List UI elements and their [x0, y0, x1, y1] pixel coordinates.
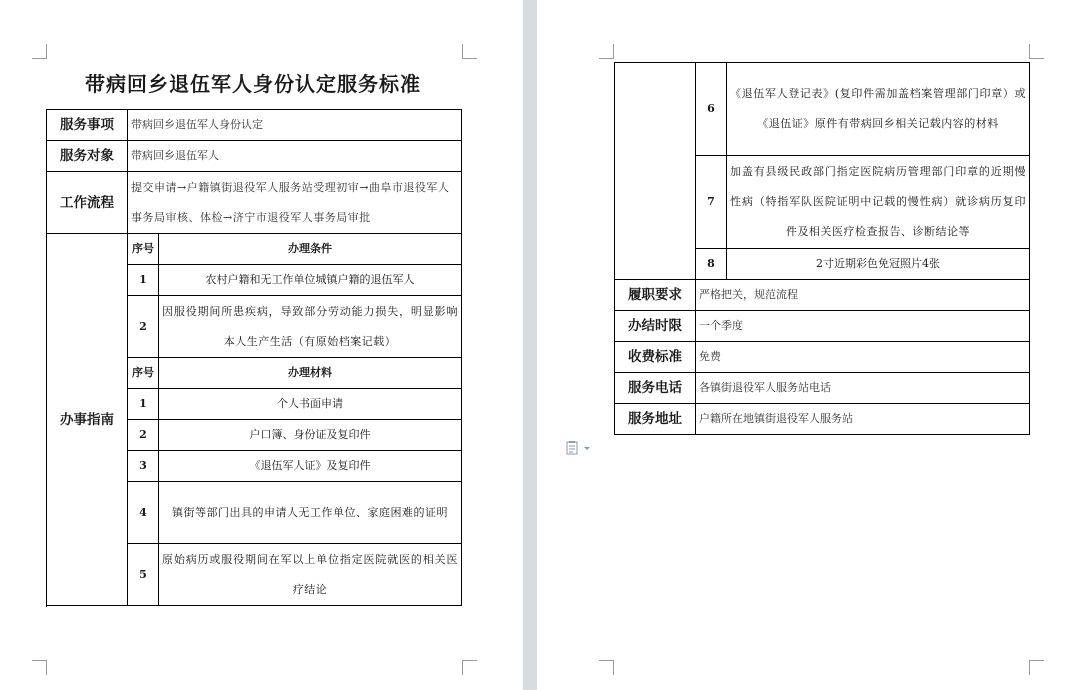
row-label: 服务地址 [615, 404, 696, 435]
paste-options-button[interactable] [566, 440, 596, 454]
table-row [615, 373, 1030, 404]
header-cell: 办理条件 [159, 234, 462, 265]
table-row [47, 110, 462, 141]
row-label: 服务对象 [47, 141, 128, 172]
page-gap [523, 0, 537, 690]
item-number: 5 [128, 544, 159, 606]
margin-corner-marker [32, 660, 47, 675]
item-text: 镇街等部门出具的申请人无工作单位、家庭困难的证明 [159, 482, 462, 544]
margin-corner-marker [32, 44, 47, 59]
row-value: 免费 [696, 342, 1030, 373]
header-cell: 序号 [128, 358, 159, 389]
row-value: 户籍所在地镇街退役军人服务站 [696, 404, 1030, 435]
service-standard-table [46, 109, 462, 606]
table-row [615, 311, 1030, 342]
table-row [615, 280, 1030, 311]
table-row [47, 141, 462, 172]
item-number: 2 [128, 420, 159, 451]
row-value: 带病回乡退伍军人 [128, 141, 462, 172]
item-number: 1 [128, 265, 159, 296]
row-value: 各镇街退役军人服务站电话 [696, 373, 1030, 404]
item-text: 2寸近期彩色免冠照片4张 [727, 249, 1030, 280]
header-cell: 序号 [128, 234, 159, 265]
row-label: 服务事项 [47, 110, 128, 141]
item-number: 2 [128, 296, 159, 358]
guide-label-continued [615, 63, 696, 280]
item-text: 《退伍军人证》及复印件 [159, 451, 462, 482]
paste-options-icon [566, 441, 596, 455]
row-label: 办结时限 [615, 311, 696, 342]
margin-corner-marker [599, 660, 614, 675]
item-number: 3 [128, 451, 159, 482]
margin-corner-marker [1029, 660, 1044, 675]
table-row [615, 404, 1030, 435]
row-label: 工作流程 [47, 172, 128, 234]
item-number: 7 [696, 156, 727, 249]
guide-label: 办事指南 [47, 234, 128, 606]
header-cell: 办理材料 [159, 358, 462, 389]
row-label: 收费标准 [615, 342, 696, 373]
table-row [47, 172, 462, 234]
item-text: 加盖有县级民政部门指定医院病历管理部门印章的近期慢性病（特指军队医院证明中记载的慢性病）就诊病历复印件及相关医疗检查报告、诊断结论等 [727, 156, 1030, 249]
row-value: 提交申请→户籍镇街退役军人服务站受理初审→曲阜市退役军人事务局审核、体检→济宁市退役军人事务局审批 [128, 172, 462, 234]
item-text: 《退伍军人登记表》(复印件需加盖档案管理部门印章）或《退伍证》原件有带病回乡相关记载内容的材料 [727, 63, 1030, 156]
margin-corner-marker [462, 44, 477, 59]
table-row [47, 234, 462, 265]
page-2 [537, 0, 1083, 690]
row-label: 服务电话 [615, 373, 696, 404]
row-value: 带病回乡退伍军人身份认定 [128, 110, 462, 141]
margin-corner-marker [462, 660, 477, 675]
service-standard-table-continued [614, 62, 1030, 435]
item-number: 6 [696, 63, 727, 156]
margin-corner-marker [599, 44, 614, 59]
row-value: 严格把关，规范流程 [696, 280, 1030, 311]
item-text: 原始病历或服役期间在军以上单位指定医院就医的相关医疗结论 [159, 544, 462, 606]
item-text: 个人书面申请 [159, 389, 462, 420]
item-number: 8 [696, 249, 727, 280]
margin-corner-marker [1029, 44, 1044, 59]
page-1 [0, 0, 523, 690]
item-text: 农村户籍和无工作单位城镇户籍的退伍军人 [159, 265, 462, 296]
item-text: 因服役期间所患疾病，导致部分劳动能力损失，明显影响本人生产生活（有原始档案记载） [159, 296, 462, 358]
table-row [615, 342, 1030, 373]
item-number: 1 [128, 389, 159, 420]
row-value: 一个季度 [696, 311, 1030, 342]
row-label: 履职要求 [615, 280, 696, 311]
item-text: 户口簿、身份证及复印件 [159, 420, 462, 451]
document-title: 带病回乡退伍军人身份认定服务标准 [85, 72, 421, 96]
item-number: 4 [128, 482, 159, 544]
table-row [615, 63, 1030, 156]
